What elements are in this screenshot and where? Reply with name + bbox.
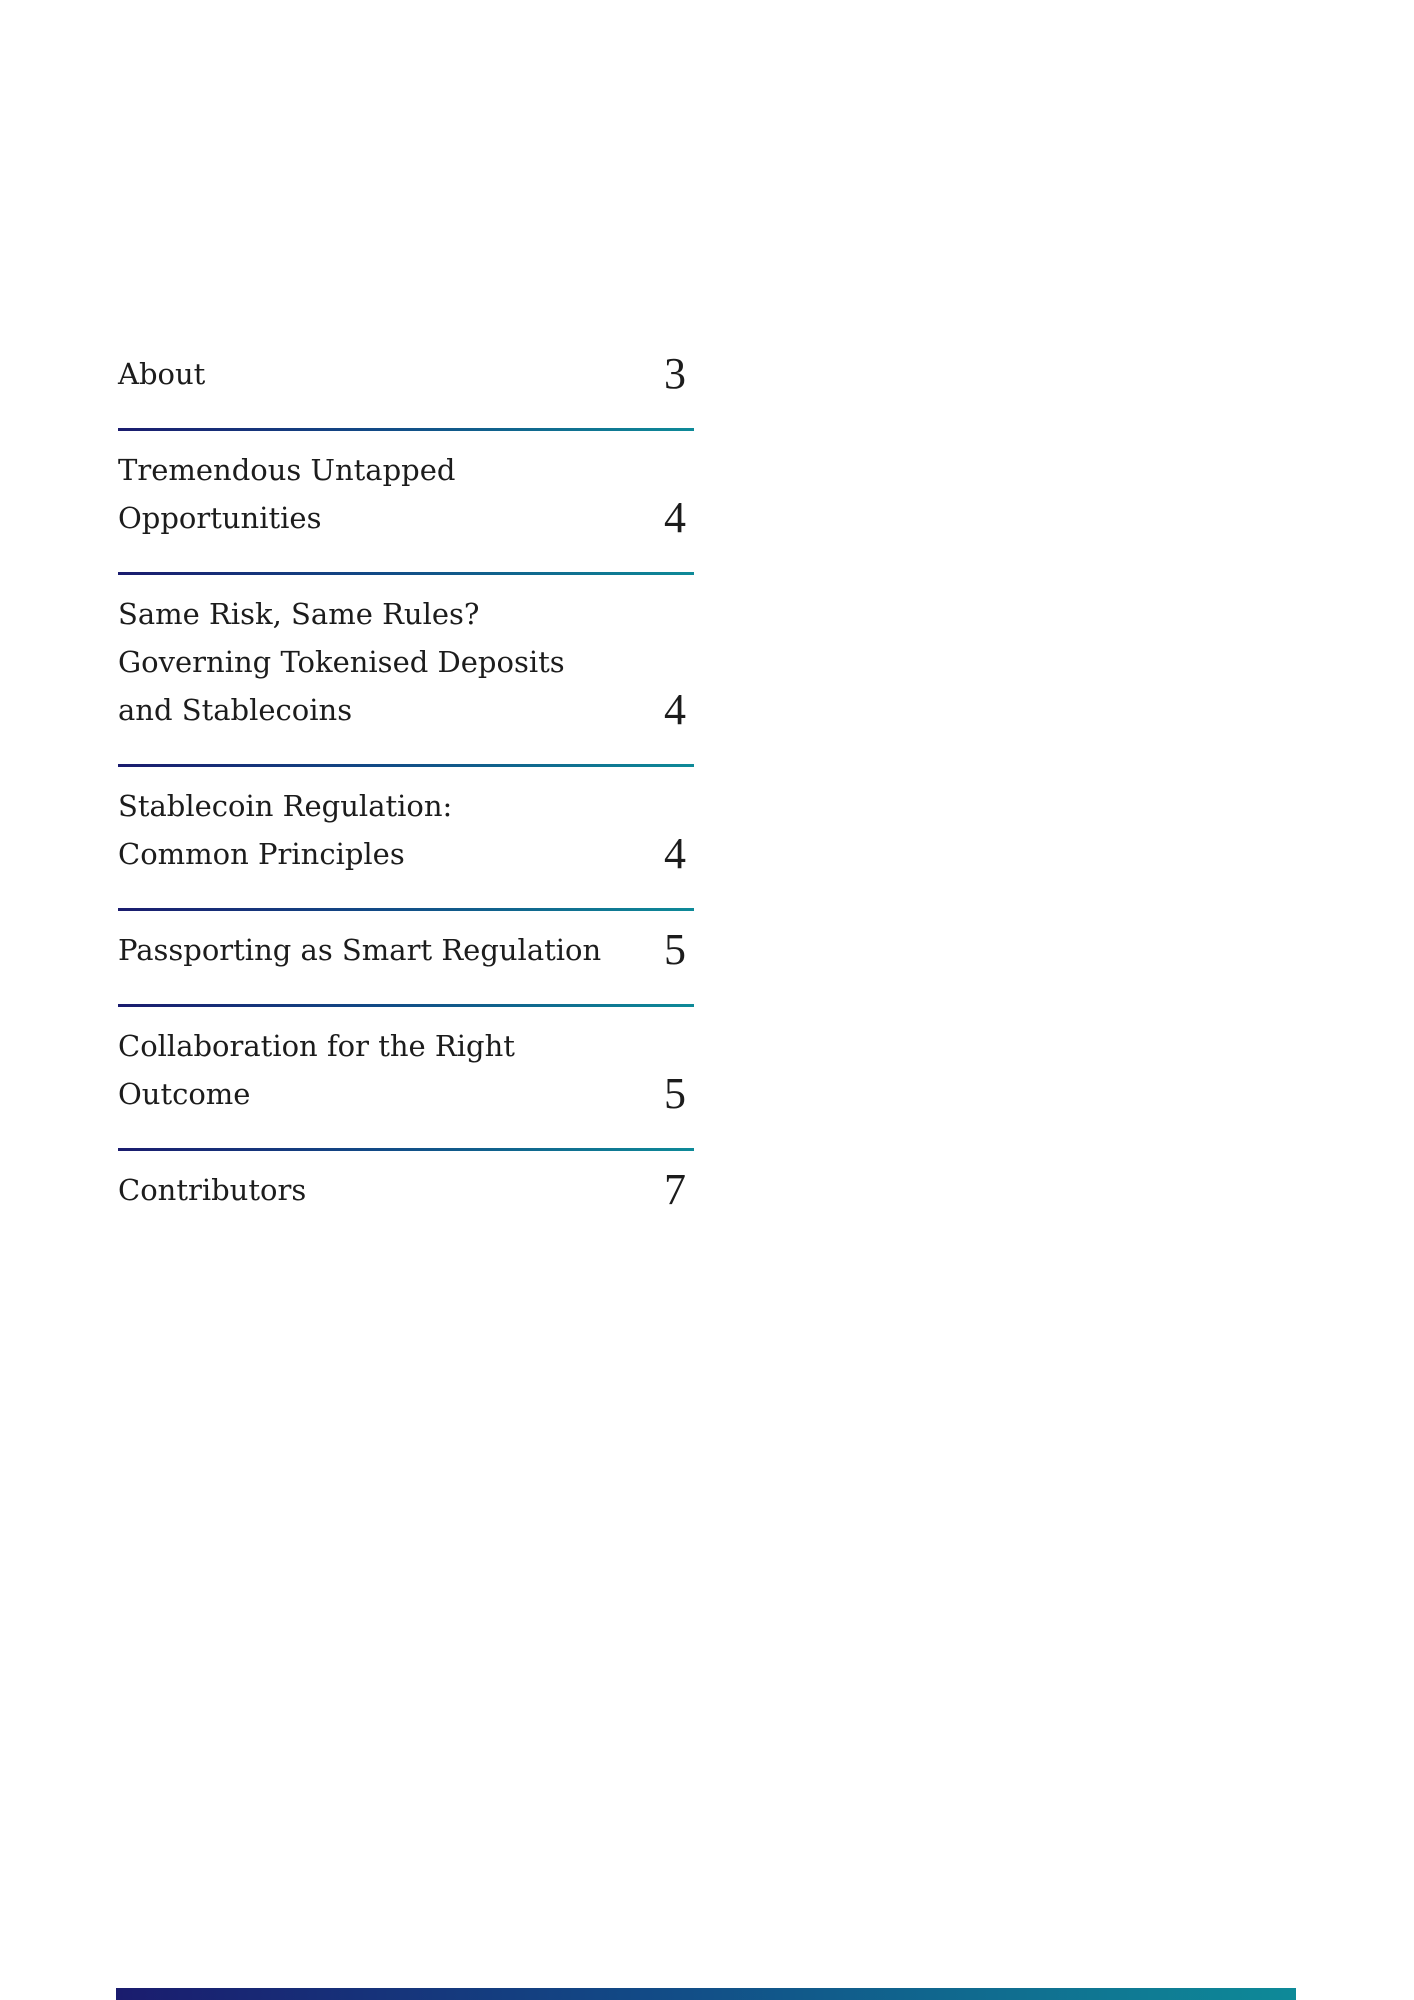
table-of-contents: [118, 330, 694, 1244]
toc-entry-same-risk[interactable]: [118, 575, 694, 764]
toc-entry-page: 7: [664, 1165, 686, 1214]
toc-entry-page: 5: [664, 925, 686, 974]
toc-entry-title: About: [118, 357, 206, 391]
toc-entry-page: 4: [664, 829, 686, 878]
toc-entry-title: Same Risk, Same Rules? Governing Tokenised Deposits and Stablecoins: [118, 597, 565, 727]
toc-entry-title: Collaboration for the Right Outcome: [118, 1029, 515, 1111]
toc-entry-contributors[interactable]: [118, 1151, 694, 1244]
toc-entry-title: Passporting as Smart Regulation: [118, 933, 602, 967]
toc-entry-passporting[interactable]: [118, 911, 694, 1004]
toc-entry-opportunities[interactable]: [118, 431, 694, 572]
toc-entry-about[interactable]: [118, 330, 694, 428]
footer-accent-bar: [116, 1988, 1296, 2000]
toc-entry-stablecoin-regulation[interactable]: [118, 767, 694, 908]
toc-entry-page: 5: [664, 1069, 686, 1118]
toc-entry-page: 4: [664, 493, 686, 542]
toc-entry-title: Contributors: [118, 1173, 307, 1207]
toc-entry-title: Tremendous Untapped Opportunities: [118, 453, 456, 535]
toc-entry-page: 3: [664, 349, 686, 398]
toc-entry-title: Stablecoin Regulation: Common Principles: [118, 789, 453, 871]
toc-entry-collaboration[interactable]: [118, 1007, 694, 1148]
toc-entry-page: 4: [664, 685, 686, 734]
